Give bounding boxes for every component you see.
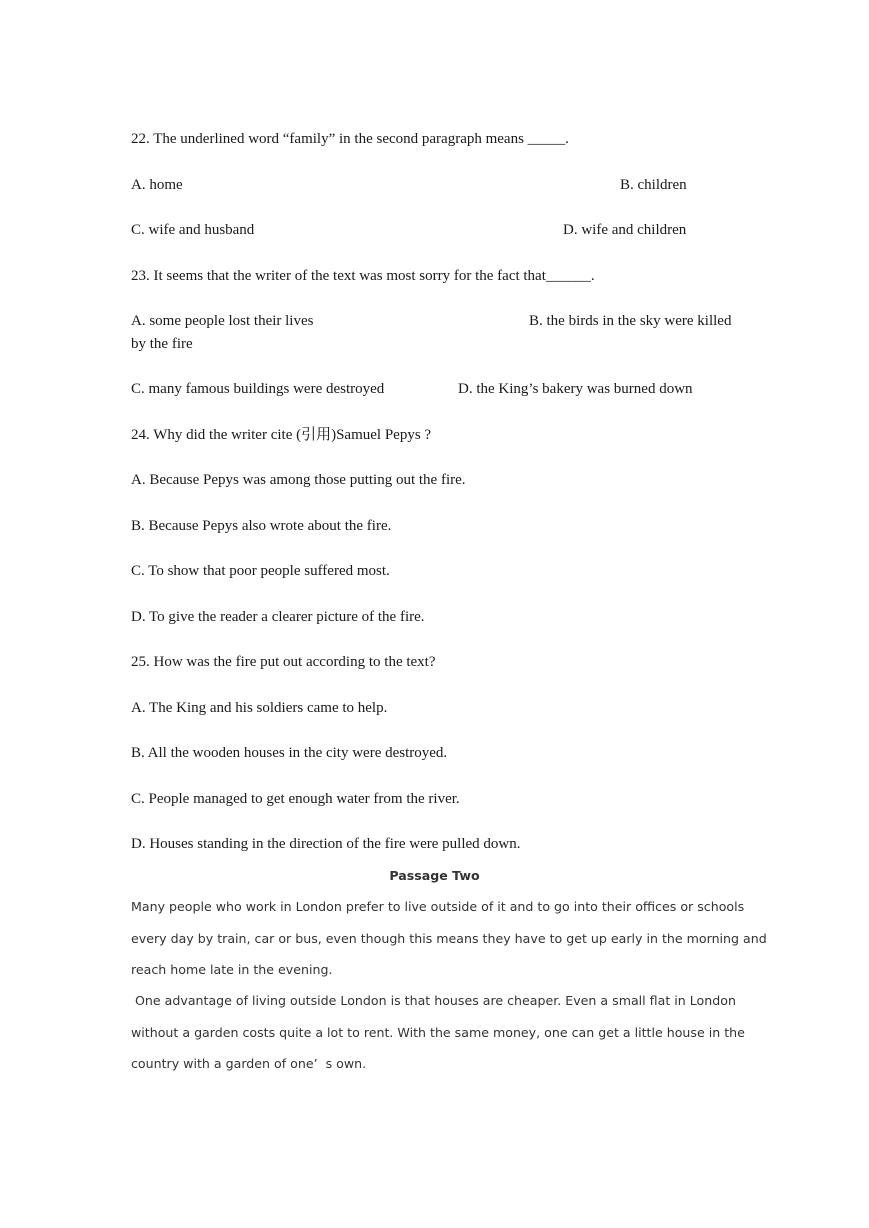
question-25-option-d: D. Houses standing in the direction of the fire were pulled down. (131, 836, 521, 852)
question-24-option-d: D. To give the reader a clearer picture of the fire. (131, 609, 425, 625)
question-25-option-c: C. People managed to get enough water from the river. (131, 791, 460, 807)
passage-line: without a garden costs quite a lot to rent. With the same money, one can get a little house in the (131, 1025, 745, 1040)
question-24-stem: 24. Why did the writer cite (引用)Samuel Pepys ? (131, 427, 432, 443)
question-24-option-c: C. To show that poor people suffered most. (131, 563, 390, 579)
question-25-option-a: A. The King and his soldiers came to help. (131, 700, 388, 716)
question-22-option-a: A. home (131, 177, 183, 193)
question-23-option-b: B. the birds in the sky were killed (529, 313, 732, 329)
question-22-option-b: B. children (620, 177, 687, 193)
question-22-stem: 22. The underlined word “family” in the second paragraph means _____. (131, 131, 569, 147)
question-22-option-c: C. wife and husband (131, 222, 255, 238)
question-23-option-c: C. many famous buildings were destroyed (131, 381, 385, 397)
passage-line: reach home late in the evening. (131, 962, 333, 977)
question-23-option-d: D. the King’s bakery was burned down (458, 381, 693, 397)
question-25-option-b: B. All the wooden houses in the city were destroyed. (131, 745, 448, 761)
question-25-stem: 25. How was the fire put out according to the text? (131, 654, 436, 670)
question-23-option-a: A. some people lost their lives (131, 313, 314, 329)
question-22-option-d: D. wife and children (563, 222, 687, 238)
passage-line: every day by train, car or bus, even though this means they have to get up early in the morning and (131, 931, 767, 946)
passage-line: country with a garden of one’ s own. (131, 1056, 367, 1071)
passage-line: One advantage of living outside London is that houses are cheaper. Even a small flat in London (131, 993, 736, 1008)
question-24-option-b: B. Because Pepys also wrote about the fire. (131, 518, 392, 534)
question-23-stem: 23. It seems that the writer of the text was most sorry for the fact that______. (131, 268, 595, 284)
question-24-option-a: A. Because Pepys was among those putting out the fire. (131, 472, 466, 488)
passage-line: Many people who work in London prefer to live outside of it and to go into their offices or schools (131, 899, 745, 914)
passage-title: Passage Two (389, 868, 480, 883)
question-23-option-b-continued: by the fire (131, 336, 193, 352)
